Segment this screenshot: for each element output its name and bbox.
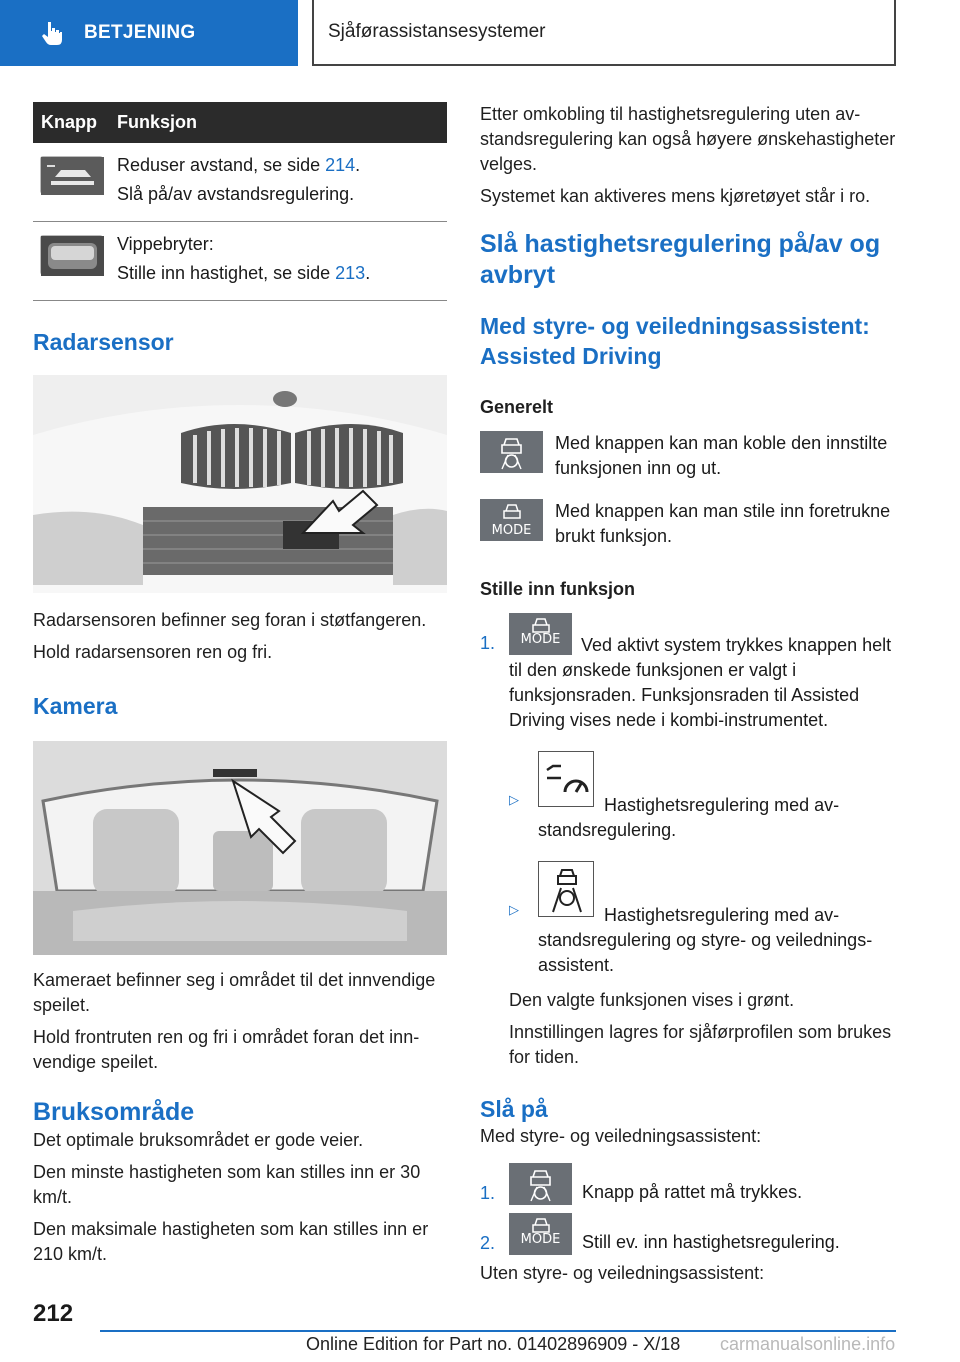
page-number: 212 — [33, 1300, 74, 1327]
option-cruise-distance — [509, 751, 896, 843]
option-cruise-distance-steering-text: Hastighetsregulering med avstandsregulering og styre- og veiledningsassistent. — [538, 905, 873, 975]
reduce-distance-button-icon — [40, 156, 103, 194]
with-assist-text: Med styre- og veiledningsassistent: — [480, 1126, 762, 1146]
assist-button-icon — [480, 431, 543, 473]
mode-button-text: Med knappen kan man stile inn foretrukne brukt funksjon. — [555, 501, 891, 546]
chapter-title: Sjåførassistansesystemer — [312, 0, 896, 66]
table-header-function: Funksjon — [109, 102, 447, 143]
step-1 — [480, 613, 896, 733]
right-column — [480, 102, 896, 1293]
table-header-button: Knapp — [33, 102, 109, 143]
left-column — [33, 102, 447, 1274]
cruise-control-heading: Slå hastighetsregulering på/av og avbryt — [480, 230, 881, 289]
camera-image — [33, 741, 447, 955]
mode-button-icon — [509, 1213, 572, 1255]
step-number: 1. — [480, 633, 496, 653]
step-1-on — [480, 1163, 896, 1205]
hand-pointer-icon — [42, 21, 64, 45]
section-tab[interactable] — [0, 0, 298, 66]
mode-label: MODE — [491, 523, 532, 538]
camera-heading: Kamera — [33, 693, 118, 719]
row-text: Stille inn hastighet, se side — [117, 263, 336, 283]
cruise-distance-display-icon — [538, 751, 594, 807]
intro-text-1: Etter omkobling til hastighetsregulering uten avstandsregulering kan også høyere ønskehastigheter velges. — [480, 104, 896, 174]
table-row — [33, 143, 447, 222]
row-text: Slå på/av avstandsregulering. — [117, 184, 355, 204]
step-2-on — [480, 1213, 896, 1255]
green-display-text: Den valgte funksjonen vises i grønt. — [509, 990, 795, 1010]
mode-label: MODE — [520, 1232, 561, 1247]
intro-text-2: Systemet kan aktiveres mens kjøretøyet står i ro. — [480, 186, 871, 206]
watermark: carmanualsonline.info — [720, 1334, 896, 1354]
punct: . — [365, 263, 371, 283]
row-text: Reduser avstand, se side — [117, 155, 326, 175]
row-text: Vippebryter: — [117, 234, 214, 254]
radar-heading: Radarsensor — [33, 329, 174, 355]
step-number: 1. — [480, 1183, 496, 1203]
step-1-on-text: Knapp på rattet må trykkes. — [582, 1182, 803, 1202]
steering-assist-display-icon — [538, 861, 594, 917]
camera-text-2: Hold frontruten ren og fri i området foran det innvendige speilet. — [33, 1027, 420, 1072]
page-link-213[interactable]: 213 — [335, 263, 366, 283]
step-number: 2. — [480, 1233, 496, 1253]
footer-rule — [100, 1330, 896, 1332]
page-header — [0, 0, 960, 66]
assist-button-text: Med knappen kan man koble den innstilte funksjonen inn og ut. — [555, 433, 888, 478]
radar-text-1: Radarsensoren befinner seg foran i støtfangeren. — [33, 610, 427, 630]
option-cruise-distance-text: Hastighetsregulering med avstandsregulering. — [538, 795, 840, 840]
page-link-214[interactable]: 214 — [325, 155, 356, 175]
mode-button-icon — [480, 499, 543, 541]
table-row — [33, 222, 447, 301]
radar-sensor-image — [33, 375, 447, 593]
usage-heading: Bruksområde — [33, 1098, 195, 1126]
section-title: BETJENING — [84, 22, 196, 43]
triangle-bullet-icon: ▷ — [509, 792, 519, 807]
radar-text-2: Hold radarsensoren ren og fri. — [33, 642, 273, 662]
step-1-text: Ved aktivt system trykkes knappen helt til den ønskede funksjonen er valgt i funksjonsraden. Funksjonsraden til Assisted Driving vises nede i kombi-instrumentet. — [509, 635, 892, 730]
usage-text-3: Den maksimale hastigheten som kan stilles inn er 210 km/t. — [33, 1219, 429, 1264]
usage-text-1: Det optimale bruksområdet er gode veier. — [33, 1130, 364, 1150]
step-2-on-text: Still ev. inn hastighetsregulering. — [582, 1232, 840, 1252]
assisted-driving-heading: Med styre- og veiledningsassistent: Assisted Driving — [480, 313, 870, 369]
rocker-switch-icon — [40, 235, 103, 275]
profile-saved-text: Innstillingen lagres for sjåførprofilen som brukes for tiden. — [509, 1022, 892, 1067]
assist-button-icon — [509, 1163, 572, 1205]
general-heading: Generelt — [480, 397, 554, 417]
mode-button-icon — [509, 613, 572, 655]
triangle-bullet-icon: ▷ — [509, 902, 519, 917]
punct: . — [355, 155, 361, 175]
without-assist-text: Uten styre- og veiledningsassistent: — [480, 1263, 765, 1283]
button-function-table — [33, 102, 447, 301]
edition-text: Online Edition for Part no. 01402896909 - X/18 — [306, 1334, 681, 1354]
set-function-heading: Stille inn funksjon — [480, 579, 636, 599]
camera-text-1: Kameraet befinner seg i området til det innvendige speilet. — [33, 970, 436, 1015]
option-cruise-distance-steering — [509, 861, 896, 978]
mode-label: MODE — [520, 632, 561, 647]
usage-text-2: Den minste hastigheten som kan stilles inn er 30 km/t. — [33, 1162, 421, 1207]
switch-on-heading: Slå på — [480, 1096, 548, 1122]
